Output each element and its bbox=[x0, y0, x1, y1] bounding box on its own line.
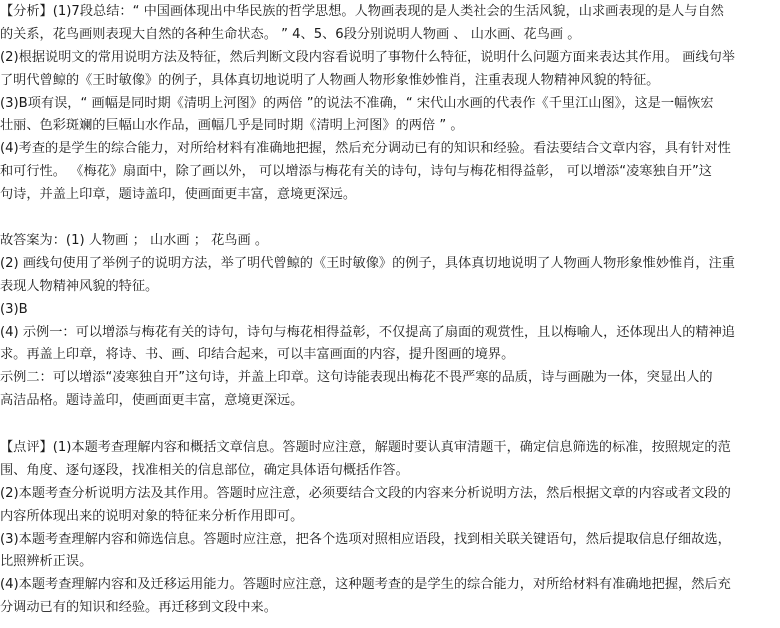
answer-line: 表现人物精神风貌的特征。 bbox=[0, 278, 159, 294]
answer-line: (2) 画线句使用了举例子的说明方法，举了明代曾鲸的《王时敏像》的例子，具体真切地说明了人物画人物形象惟妙惟肖，注重 bbox=[0, 255, 735, 271]
analysis-line: 了明代曾鲸的《王时敏像》的例子，具体真切地说明了人物画人物形象惟妙惟肖，注重表现人物精神风貌的特征。 bbox=[0, 72, 660, 88]
analysis-line: (3)B项有误，“ 画幅是同时期《清明上河图》的两倍 ”的说法不准确，“ 宋代山水画的代表作《千里江山图》，这是一幅恢宏 bbox=[0, 95, 714, 111]
answer-line: (4) 示例一：可以增添与梅花有关的诗句，诗句与梅花相得益彰，不仅提高了扇面的观赏性，且以梅喻人，还体现出人的精神追 bbox=[0, 324, 735, 340]
answer-line: 故答案为：(1) 人物画 ； 山水画 ； 花鸟画 。 bbox=[0, 233, 269, 248]
comment-line: (3)本题考查理解内容和筛选信息。答题时应注意，把各个选项对照相应语段，找到相关联关键语句，然后提取信息仔细故选， bbox=[0, 531, 731, 547]
comment-line: 分调动已有的知识和经验。再迁移到文段中来。 bbox=[0, 600, 277, 616]
analysis-section bbox=[0, 1, 776, 207]
comment-line: 内容所体现出来的说明对象的特征来分析作用即可。 bbox=[0, 508, 304, 524]
analysis-line: 【分析】(1)7段总结：“ 中国画体现出中华民族的哲学思想。人物画表现的是人类社会的生活风貌，山求画表现的是人与自然 bbox=[0, 4, 724, 19]
analysis-line: 和可行性。 《梅花》扇面中，除了画以外， 可以增添与梅花有关的诗句，诗句与梅花相得益彰， 可以增添“凌寒独自开”这 bbox=[0, 164, 712, 180]
analysis-line: 的关系，花鸟画则表现大自然的各种生命状态。 ” 4、5、6段分别说明人物画 、 山水画、花鸟画 。 bbox=[0, 26, 581, 42]
comment-line: 比照辨析正误。 bbox=[0, 554, 93, 570]
comment-line: (4)本题考查理解内容和及迁移运用能力。答题时应注意，这种题考查的是学生的综合能力，对所给材料有准确地把握，然后充 bbox=[0, 577, 731, 593]
comment-line: 【点评】(1)本题考查理解内容和概括文章信息。答题时应注意，解题时要认真审清题干，确定信息筛选的标准，按照规定的范 bbox=[0, 440, 731, 455]
answer-line: 求。再盖上印章，将诗、书、画、印结合起来，可以丰富画面的内容，提升图画的境界。 bbox=[0, 347, 515, 363]
answer-section bbox=[0, 230, 776, 413]
answer-line: 示例二：可以增添“凌寒独自开”这句诗，并盖上印章。这句诗能表现出梅花不畏严寒的品质，诗与画融为一体，突显出人的 bbox=[0, 370, 713, 386]
comment-line: 围、角度、逐句逐段，找准相关的信息部位，确定具体语句概括作答。 bbox=[0, 462, 409, 478]
comment-line: (2)本题考查分析说明方法及其作用。答题时应注意，必须要结合文段的内容来分析说明方法，然后根据文章的内容或者文段的 bbox=[0, 485, 731, 501]
answer-line: (3)B bbox=[0, 301, 28, 317]
analysis-line: 壮丽、色彩斑斓的巨幅山水作品，画幅几乎是同时期《清明上河图》的两倍 ” 。 bbox=[0, 118, 464, 134]
analysis-line: (4)考查的是学生的综合能力，对所给材料有准确地把握，然后充分调动已有的知识和经验。看法要结合文章内容，具有针对性 bbox=[0, 141, 731, 157]
comment-section bbox=[0, 437, 776, 620]
answer-line: 高洁品格。题诗盖印，使画面更丰富，意境更深远。 bbox=[0, 393, 304, 409]
analysis-line: (2)根据说明文的常用说明方法及特征，然后判断文段内容看说明了事物什么特征，说明什么问题方面来表达其作用。 画线句举 bbox=[0, 49, 735, 65]
analysis-line: 句诗，并盖上印章，题诗盖印，使画面更丰富，意境更深远。 bbox=[0, 187, 357, 203]
